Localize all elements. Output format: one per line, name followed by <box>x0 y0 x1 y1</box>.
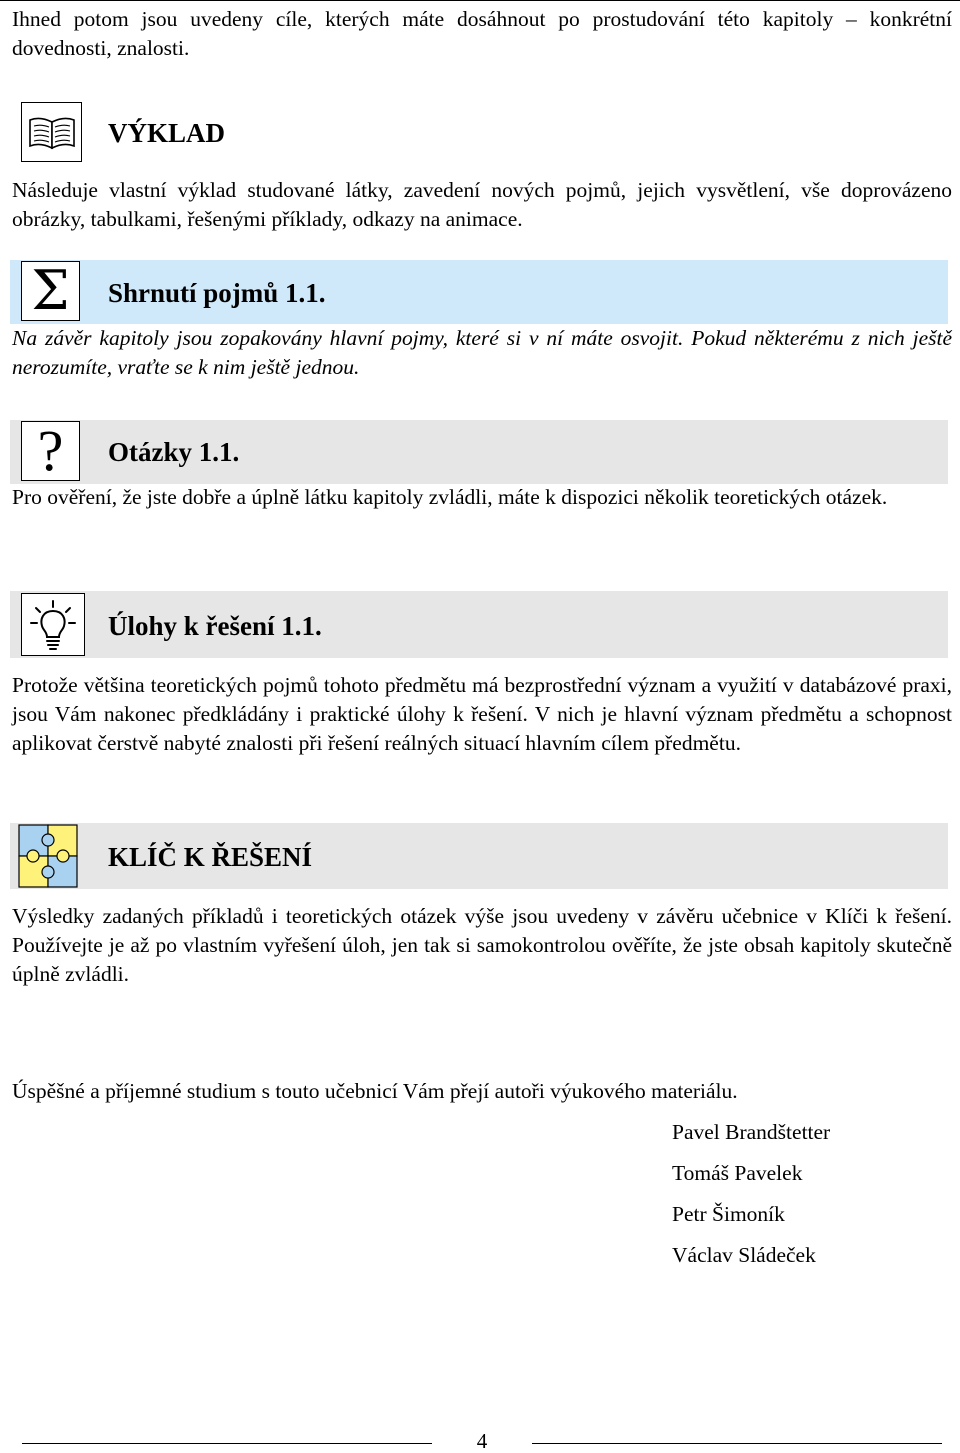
author-name: Tomáš Pavelek <box>672 1161 803 1185</box>
vyklad-heading: VÝKLAD <box>108 118 226 148</box>
puzzle-icon <box>18 824 78 888</box>
author-name: Václav Sládeček <box>672 1243 816 1267</box>
klic-paragraph: Výsledky zadaných příkladů i teoretických otázek výše jsou uvedeny v závěru učebnice v Klíči k řešení. Používejte je až po vlastním vyřešení úloh, jen tak si samokontrolou ověříte, že jste obsah kapitoly skutečně úplně zvládli. <box>12 904 952 986</box>
vyklad-paragraph: Následuje vlastní výklad studované látky, zavedení nových pojmů, jejich vysvětlení, vše doprovázeno obrázky, tabulkami, řešenými příklady, odkazy na animace. <box>12 178 952 231</box>
book-icon <box>21 102 82 162</box>
top-rule <box>0 0 960 1</box>
ulohy-heading: Úlohy k řešení 1.1. <box>108 611 322 641</box>
page-number: 4 <box>476 1429 488 1453</box>
intro-paragraph: Ihned potom jsou uvedeny cíle, kterých máte dosáhnout po prostudování této kapitoly – konkrétní dovednosti, znalosti. <box>12 7 952 60</box>
question-icon: ? <box>21 421 80 481</box>
footer-rule-left <box>22 1443 432 1444</box>
shrnuti-paragraph: Na závěr kapitoly jsou zopakovány hlavní pojmy, které si v ní máte osvojit. Pokud některému z nich ještě nerozumíte, vraťte se k nim ještě jednou. <box>12 326 952 379</box>
shrnuti-heading: Shrnutí pojmů 1.1. <box>108 278 326 308</box>
otazky-heading: Otázky 1.1. <box>108 437 240 467</box>
lightbulb-icon <box>21 593 85 656</box>
footer-rule-right <box>532 1443 942 1444</box>
ulohy-paragraph: Protože většina teoretických pojmů tohoto předmětu má bezprostřední význam a využití v databázové praxi, jsou Vám nakonec předkládány i praktické úlohy k řešení. V nich je hlavní význam předmětu a schopnost aplikovat čerstvě nabyté znalosti při řešení reálných situací hlavním cílem předmětu. <box>12 673 952 755</box>
klic-heading: KLÍČ K ŘEŠENÍ <box>108 842 313 872</box>
author-name: Petr Šimoník <box>672 1202 785 1226</box>
closing-paragraph: Úspěšné a příjemné studium s touto učebnicí Vám přejí autoři výukového materiálu. <box>12 1079 738 1103</box>
otazky-paragraph: Pro ověření, že jste dobře a úplně látku kapitoly zvládli, máte k dispozici několik teoretických otázek. <box>12 485 888 509</box>
author-name: Pavel Brandštetter <box>672 1120 831 1144</box>
sigma-icon: Σ <box>21 261 80 321</box>
